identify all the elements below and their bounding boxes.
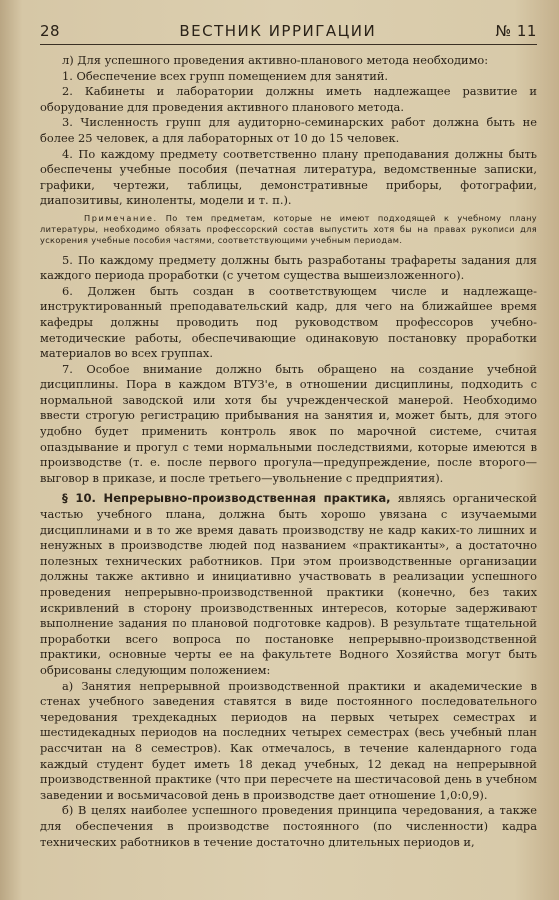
list-item: б) В целях наиболее успешного проведения принципа чередования, а также для обеспечения в производстве постоянного (по численности) кадра технических работников в течение достаточно длительных периодов и, xyxy=(40,803,537,849)
footnote-remark xyxy=(40,213,537,247)
issue-number: № 11 xyxy=(495,22,537,40)
paragraph: 4. По каждому предмету соответственно плану преподавания должны быть обеспечены учебные пособия (печатная литература, ведомственные записки, графики, чертежи, таблицы, демонстративные приборы, фотографии, диапозитивы, киноленты, модели и т. п.). xyxy=(40,146,537,208)
paragraph: 1. Обеспечение всех групп помещением для занятий. xyxy=(62,68,389,83)
section-heading: § 10. Непрерывно-производственная практика, xyxy=(62,491,391,506)
note-text: По тем предметам, которые не имеют подходящей к учебному плану литературы, необходимо обязать профессорский состав выпустить хотя бы на правах рукописи для ускорения учебные пособия частями, соответствующими учебным периодам. xyxy=(40,212,537,246)
article-body xyxy=(40,53,537,850)
journal-title: ВЕСТНИК ИРРИГАЦИИ xyxy=(179,22,377,40)
running-header xyxy=(40,22,537,45)
paragraph: 3. Численность групп для аудиторно-семинарских работ должна быть не более 25 человек, а для лабораторных от 10 до 15 человек. xyxy=(40,115,537,145)
section-10-paragraph xyxy=(40,491,537,678)
list-item: а) Занятия непрерывной производственной практики и академические в стенах учебного заведения ставятся в виде постоянного последовательного чередования трехдекадных периодов на первых четырех семестрах и шестидекадных периодов на последних четырех семестрах (весь учебный план рассчитан на 8 семестров). Как отмечалось, в течение календарного года каждый студент будет иметь 18 декад учебных, 12 декад на непрерывной производственной практике (что при пересчете на шестичасовой день в учебном заведении и восьмичасовой день в производстве дает отношение 1,0:0,9). xyxy=(40,678,537,802)
note-label: Примечание. xyxy=(84,212,158,223)
paragraph: 2. Кабинеты и лаборатории должны иметь надлежащее развитие и оборудование для проведения активного планового метода. xyxy=(40,84,537,114)
paragraph: л) Для успешного проведения активно-планового метода необходимо: xyxy=(62,53,489,67)
paragraph: 6. Должен быть создан в соответствующем числе и надлежаще-инструктированный преподавательский кадр, для чего на ближайшее время кафедры должны проводить под руководством профессоров учебно-методические работы, обеспечивающие одинаковую постановку проработки материалов во всех группах. xyxy=(40,283,537,361)
paragraph: 7. Особое внимание должно быть обращено на создание учебной дисциплины. Пора в каждом ВТУЗ'е, в отношении дисциплины, подходить с нормальной заводской или хотя бы учрежденческой манерой. Необходимо ввести строгую регистрацию прибывания на занятия и, может быть, для этого удобно будет применить контроль явок по марочной системе, считая опаздывание и прогул с теми нормальными последствиями, которые имеются в производстве (т. е. после первого прогула—предупреждение, после второго—выговор в приказе, и после третьего—увольнение с предприятия). xyxy=(40,361,537,485)
page-number: 28 xyxy=(40,22,61,40)
paragraph: 5. По каждому предмету должны быть разработаны трафареты задания для каждого периода проработки (с учетом существа вышеизложенного). xyxy=(40,252,537,283)
section-lead: являясь органической частью учебного плана, должна быть хорошо увязана с изучаемыми дисциплинами и в то же время давать производству не кадр каких-то лишних и ненужных в производстве людей под названием «практиканты», а достаточно полезных технических работников. При этом производственные организации должны также активно и инициативно участвовать в реализации успешного проведения непрерывно-производственной практики (конечно, без таких искривлений в сторону производственных интересов, которые задерживают выполнение задания по плановой подготовке кадров). В результате тщательной проработки всего вопроса по постановке непрерывно-производственной практики, основные черты ее на факультете Водного Хозяйства могут быть обрисованы следующим положением: xyxy=(40,491,537,677)
